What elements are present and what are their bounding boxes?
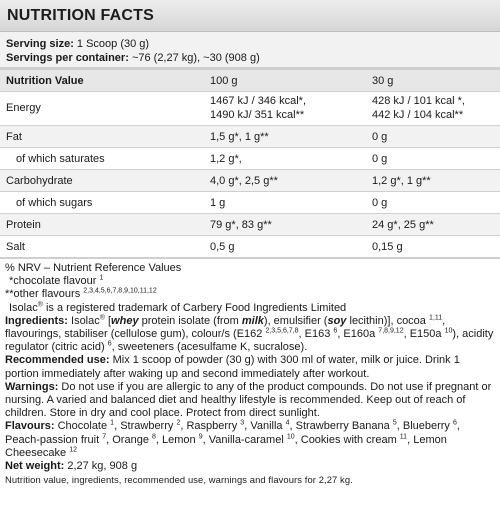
flavour-name: Lemon Cheesecake	[5, 433, 447, 459]
flavour-number: 7	[102, 432, 107, 440]
value-100g: 1 g	[206, 192, 368, 214]
value-100g: 1467 kJ / 346 kcal*, 1490 kJ/ 351 kcal**	[206, 92, 368, 126]
chocolate-note: *chocolate flavour $^1$	[9, 274, 104, 288]
header-30g: 30 g	[368, 70, 500, 92]
table-row-carbohydrate	[0, 170, 500, 192]
value-100g: 1,5 g*, 1 g**	[206, 126, 368, 148]
row-label: of which sugars	[0, 192, 206, 214]
value-100g: 4,0 g*, 2,5 g**	[206, 170, 368, 192]
row-label: Protein	[0, 214, 206, 236]
serving-size: Serving size: 1 Scoop (30 g)	[6, 38, 150, 50]
flavour-name: Strawberry	[120, 420, 177, 433]
servings-per-container: Servings per container: ~76 (2,27 kg), ~30 (908 g)	[6, 51, 260, 64]
value-30g: 0 g	[368, 148, 500, 170]
row-label: Carbohydrate	[0, 170, 206, 192]
header-nutrition-value: Nutrition Value	[0, 70, 206, 92]
footnote: Nutrition value, ingredients, recommended use, warnings and flavours for 2,27 kg.	[5, 474, 353, 486]
flavour-name: Cookies with cream	[300, 433, 400, 446]
value-30g: 24 g*, 25 g**	[368, 214, 500, 236]
value-30g: 428 kJ / 101 kcal *, 442 kJ / 104 kcal**	[368, 92, 500, 126]
net-weight: Net weight: 2,27 kg, 908 g	[5, 460, 138, 473]
flavour-name: Raspberry	[186, 420, 241, 433]
flavour-name: Vanilla-caramel	[208, 433, 287, 446]
flavour-name: Blueberry	[402, 420, 453, 433]
nrv-note: % NRV – Nutrient Reference Values	[5, 262, 182, 274]
flavour-number: 11	[399, 432, 408, 440]
value-100g: 79 g*, 83 g**	[206, 214, 368, 236]
flavour-number: 12	[69, 446, 78, 454]
value-30g: 1,2 g*, 1 g**	[368, 170, 500, 192]
table-row-protein	[0, 214, 500, 236]
flavour-list: Chocolate $^1$, Strawberry $^2$, Raspberry $^3$, Vanilla $^4$, Strawberry Banana $^5$, Blueberry $^6$, Peach-passion fruit $^7$, Orange $^8$, Lemon $^9$, Vanilla-caramel $^{10}$, Cookies with cream $^{11}$, Lemon Cheesecake $^{12}$	[5, 419, 460, 459]
flavour-number: 8	[152, 432, 156, 440]
value-100g: 0,5 g	[206, 236, 368, 259]
flavour-name: Orange	[112, 433, 152, 446]
table-header-row	[0, 70, 500, 92]
row-label: Fat	[0, 126, 206, 148]
page-title: NUTRITION FACTS	[0, 0, 500, 32]
row-label: of which saturates	[0, 148, 206, 170]
value-30g: 0 g	[368, 126, 500, 148]
row-label: Energy	[0, 92, 206, 126]
flavour-number: 5	[392, 419, 397, 427]
flavour-number: 4	[285, 419, 290, 427]
flavour-number: 6	[453, 419, 457, 427]
flavour-name: Vanilla	[250, 420, 286, 433]
serving-info	[0, 32, 500, 70]
warnings: Warnings: Do not use if you are allergic to any of the product compounds. Do not use if pregnant or nursing. A varied and balanced diet and healthy lifestyle is recommended. Keep out of reach of children. Store in dry and cool place. Protect from direct sunlight.	[5, 380, 492, 420]
value-100g: 1,2 g*,	[206, 148, 368, 170]
flavour-name: Lemon	[162, 433, 199, 446]
flavour-number: 10	[286, 432, 295, 440]
flavours: Flavours: Chocolate $^1$, Strawberry $^2$, Raspberry $^3$, Vanilla $^4$, Strawberry Banana $^5$, Blueberry $^6$, Peach-passion fruit $^7$, Orange $^8$, Lemon $^9$, Vanilla-caramel $^{10}$, Cookies with cream $^{11}$, Lemon Cheesecake $^{12}$	[5, 419, 460, 459]
recommended-use: Recommended use: Mix 1 scoop of powder (30 g) with 300 ml of water, milk or juice. Drink 1 portion immediately after waking up and second immediately after workout.	[5, 354, 460, 380]
table-row-energy	[0, 92, 500, 126]
table-row-sugars	[0, 192, 500, 214]
row-label: Salt	[0, 236, 206, 259]
other-flavours-note: **other flavours $^{2,3,4,5,6,7,8,9,10,11,12}$	[5, 287, 157, 301]
flavour-number: 2	[176, 419, 181, 427]
table-row-saturates	[0, 148, 500, 170]
flavour-name: Strawberry Banana	[295, 420, 393, 433]
value-30g: 0 g	[368, 192, 500, 214]
table-row-fat	[0, 126, 500, 148]
nutrition-table	[0, 70, 500, 259]
product-notes	[0, 259, 500, 486]
header-100g: 100 g	[206, 70, 368, 92]
ingredients: Ingredients: Isolac® [whey protein isolate (from milk), emulsifier (soy lecithin)], cocoa $^{1,11}$, flavourings, stabiliser (cellulose gum), colour/s (E162 $^{2,3,5,6,7,8}$, E163 $^6$, E160a $^{7,8,9,12}$, E150a $^{10}$), acidity regulator (citric acid) $^6$, sweeteners (acesulfame K, sucralose).	[5, 314, 494, 354]
table-row-salt	[0, 236, 500, 259]
flavour-number: 1	[110, 419, 115, 427]
flavour-name: Chocolate	[57, 420, 111, 433]
flavour-name: Peach-passion fruit	[5, 433, 103, 446]
trademark-note: Isolac® is a registered trademark of Carbery Food Ingredients Limited	[9, 300, 347, 314]
value-30g: 0,15 g	[368, 236, 500, 259]
flavour-number: 9	[198, 432, 203, 440]
flavour-number: 3	[240, 419, 245, 427]
